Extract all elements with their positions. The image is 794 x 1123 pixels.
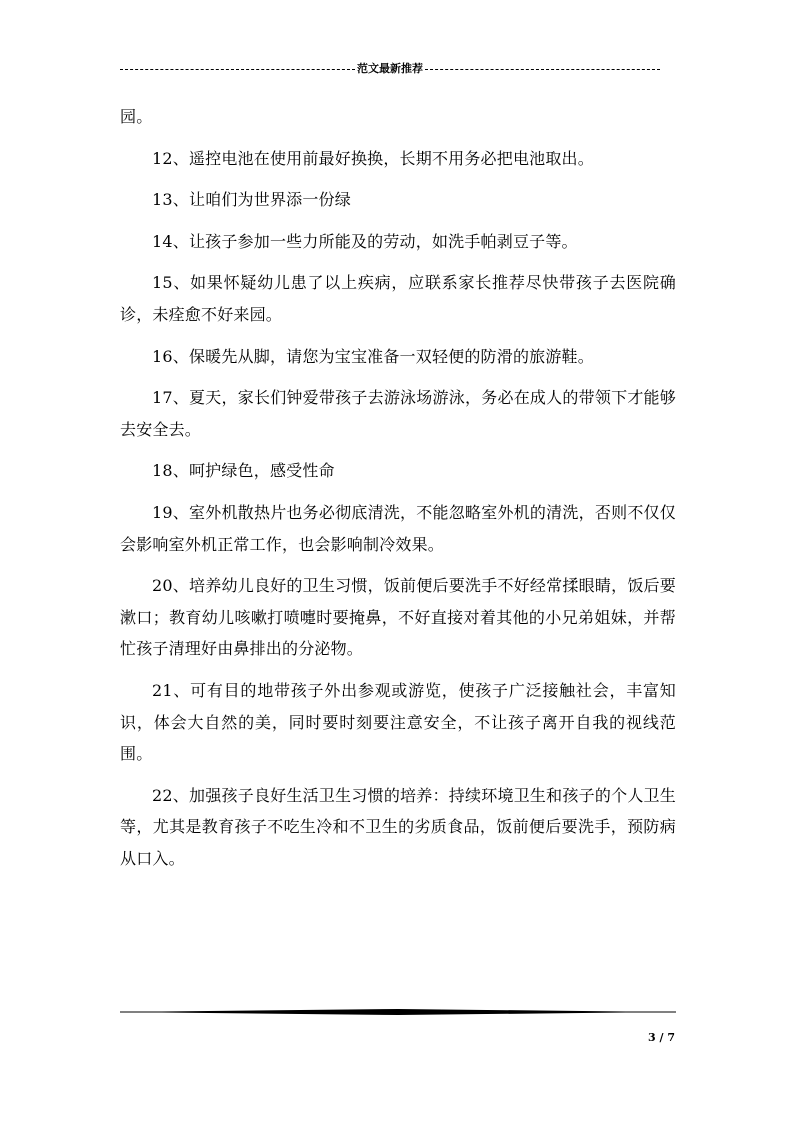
page-header [120, 60, 660, 78]
paragraph-item-21: 21、可有目的地带孩子外出参观或游览，使孩子广泛接触社会，丰富知识，体会大自然的美，同时要时刻要注意安全，不让孩子离开自我的视线范围。 [120, 680, 676, 764]
paragraph-item-18: 18、呵护绿色，感受性命 [152, 461, 335, 481]
paragraph-item-14: 14、让孩子参加一些力所能及的劳动，如洗手帕剥豆子等。 [152, 231, 578, 251]
paragraph-item-16: 16、保暖先从脚，请您为宝宝准备一双轻便的防滑的旅游鞋。 [152, 346, 594, 366]
page-number: 3 / 7 [648, 1031, 675, 1044]
paragraph-item-13: 13、让咱们为世界添一份绿 [152, 190, 351, 210]
document-body [120, 101, 676, 874]
footer-rule-graphic [120, 1009, 676, 1015]
paragraph-item-17: 17、夏天，家长们钟爱带孩子去游泳场游泳，务必在成人的带领下才能够去安全去。 [120, 388, 676, 439]
paragraph-continuation: 园。 [120, 107, 153, 126]
paragraph-item-12: 12、遥控电池在使用前最好换换，长期不用务必把电池取出。 [152, 148, 594, 168]
paragraph-item-19: 19、室外机散热片也务必彻底清洗，不能忽略室外机的清洗，否则不仅仅会影响室外机正常工作，也会影响制冷效果。 [120, 502, 676, 554]
paragraph-item-22: 22、加强孩子良好生活卫生习惯的培养：持续环境卫生和孩子的个人卫生等，尤其是教育孩子不吃生冷和不卫生的劣质食品，饭前便后要洗手，预防病从口入。 [120, 785, 676, 868]
paragraph-item-15: 15、如果怀疑幼儿患了以上疾病，应联系家长推荐尽快带孩子去医院确诊，未痊愈不好来园。 [120, 273, 676, 324]
header-dashed-rule-right [425, 69, 660, 70]
paragraph-item-20: 20、培养幼儿良好的卫生习惯，饭前便后要洗手不好经常揉眼睛，饭后要漱口；教育幼儿咳嗽打喷嚏时要掩鼻，不好直接对着其他的小兄弟姐妹，并帮忙孩子清理好由鼻排出的分泌物。 [120, 576, 676, 659]
header-title: 范文最新推荐 [357, 62, 423, 75]
footer-decorative-rule [120, 1009, 676, 1015]
header-dashed-rule-left [120, 69, 355, 70]
